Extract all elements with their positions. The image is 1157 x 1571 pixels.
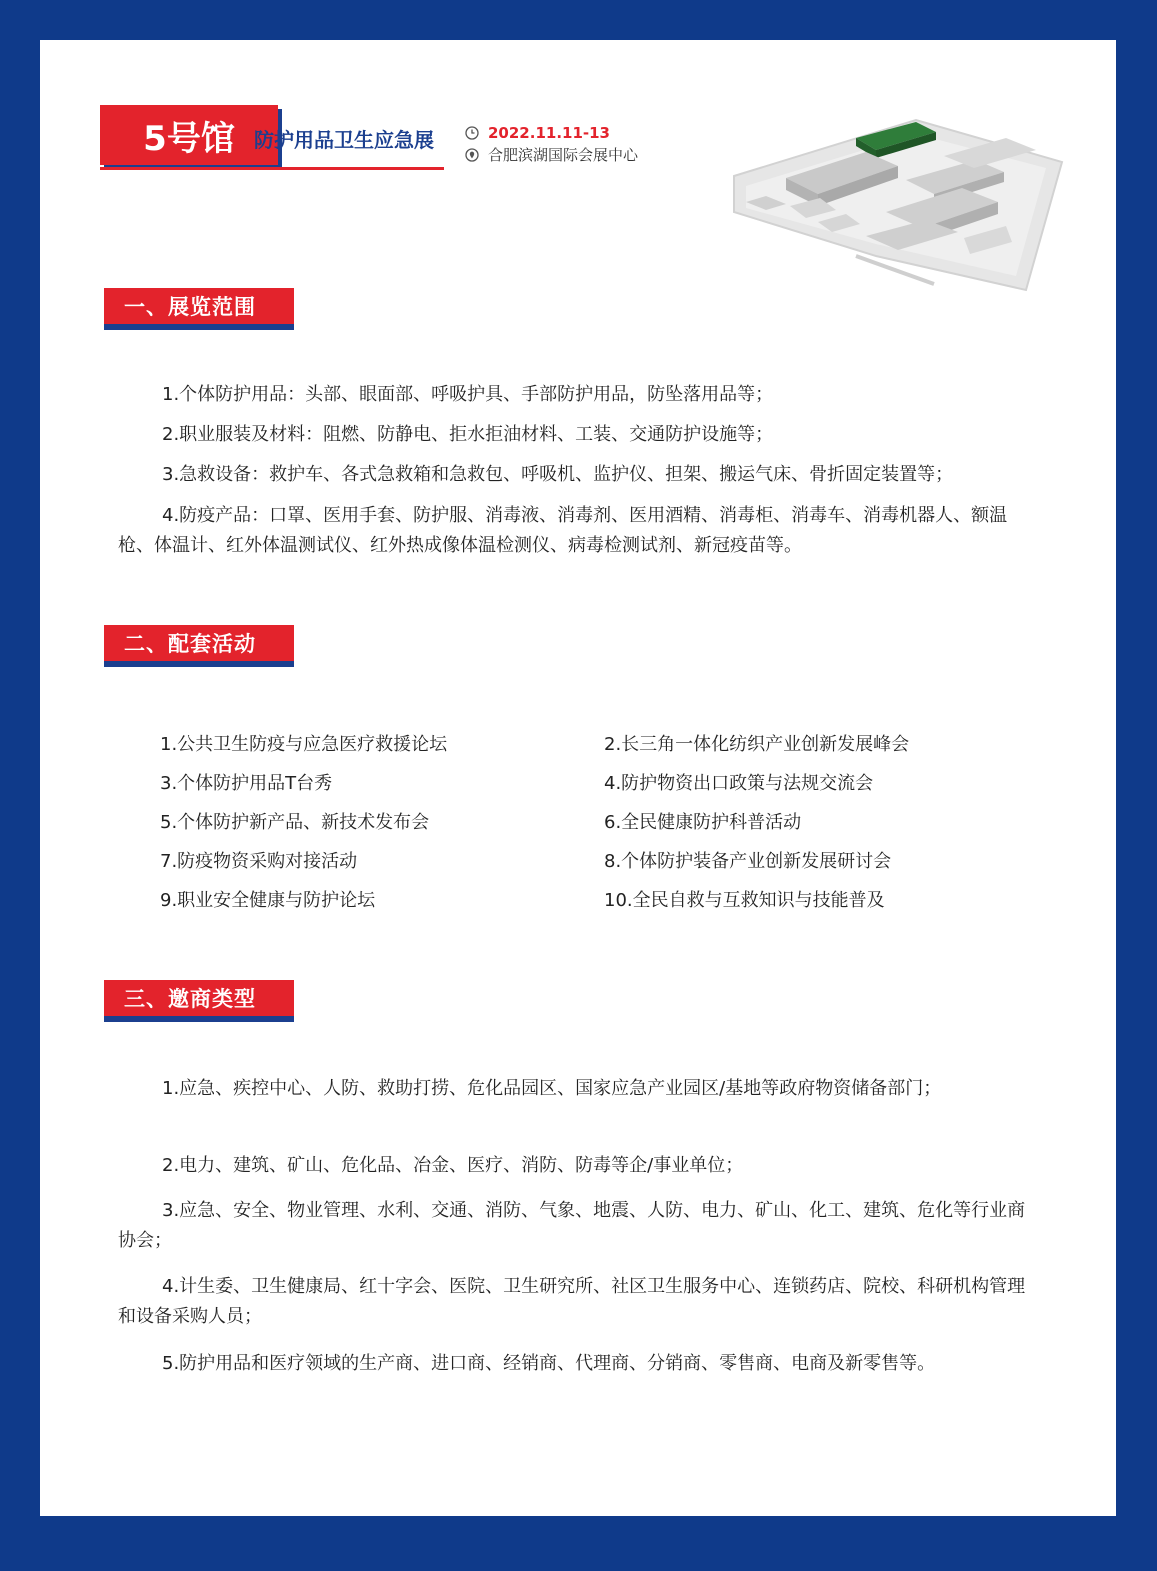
activity-item: 7.防疫物资采购对接活动 [160,851,358,872]
clock-icon [464,125,480,141]
scope-item: 1.个体防护用品：头部、眼面部、呼吸护具、手部防护用品，防坠落用品等； [162,384,774,405]
activity-item: 10.全民自救与互救知识与技能普及 [604,890,885,911]
section-heading-audience [104,980,294,1016]
hall-name: 5号馆 [143,118,235,159]
audience-item: 3.应急、安全、物业管理、水利、交通、消防、气象、地震、人防、电力、矿山、化工、建筑、危化等行业商协会； [118,1200,1026,1251]
activity-item: 4.防护物资出口政策与法规交流会 [604,773,874,794]
brochure-page [40,40,1116,1516]
activity-item: 8.个体防护装备产业创新发展研讨会 [604,851,892,872]
audience-item: 1.应急、疾控中心、人防、救助打捞、危化品园区、国家应急产业园区/基地等政府物资储备部门； [162,1078,942,1099]
activity-item: 3.个体防护用品T台秀 [160,773,333,794]
activity-item: 9.职业安全健康与防护论坛 [160,890,376,911]
audience-item: 4.计生委、卫生健康局、红十字会、医院、卫生研究所、社区卫生服务中心、连锁药店、院校、科研机构管理和设备采购人员； [118,1276,1026,1327]
section-heading-activities [104,625,294,661]
audience-item: 2.电力、建筑、矿山、危化品、冶金、医疗、消防、防毒等企/事业单位； [162,1155,744,1176]
section-title: 三、邀商类型 [124,987,256,1011]
scope-item: 2.职业服装及材料：阻燃、防静电、拒水拒油材料、工装、交通防护设施等； [162,424,774,445]
activity-item: 2.长三角一体化纺织产业创新发展峰会 [604,734,910,755]
scope-item: 4.防疫产品：口罩、医用手套、防护服、消毒液、消毒剂、医用酒精、消毒柜、消毒车、消毒机器人、额温枪、体温计、红外体温测试仪、红外热成像体温检测仪、病毒检测试剂、新冠疫苗等。 [118,505,1008,556]
venue-name: 合肥滨湖国际会展中心 [488,146,639,164]
activity-item: 6.全民健康防护科普活动 [604,812,802,833]
section-title: 一、展览范围 [124,295,256,319]
activity-item: 1.公共卫生防疫与应急医疗救援论坛 [160,734,448,755]
expo-name: 防护用品卫生应急展 [254,128,434,152]
header-underline [100,167,444,170]
venue-row [464,144,638,165]
hall-badge [100,105,278,165]
section-title: 二、配套活动 [124,632,256,656]
location-pin-icon [464,147,480,163]
venue-map [726,106,1076,306]
audience-item: 5.防护用品和医疗领域的生产商、进口商、经销商、代理商、分销商、零售商、电商及新零售等。 [162,1353,936,1374]
event-date: 2022.11.11-13 [488,124,610,142]
activity-item: 5.个体防护新产品、新技术发布会 [160,812,430,833]
date-row [464,124,610,142]
section-heading-scope [104,288,294,324]
scope-item: 3.急救设备：救护车、各式急救箱和急救包、呼吸机、监护仪、担架、搬运气床、骨折固定装置等； [162,464,954,485]
